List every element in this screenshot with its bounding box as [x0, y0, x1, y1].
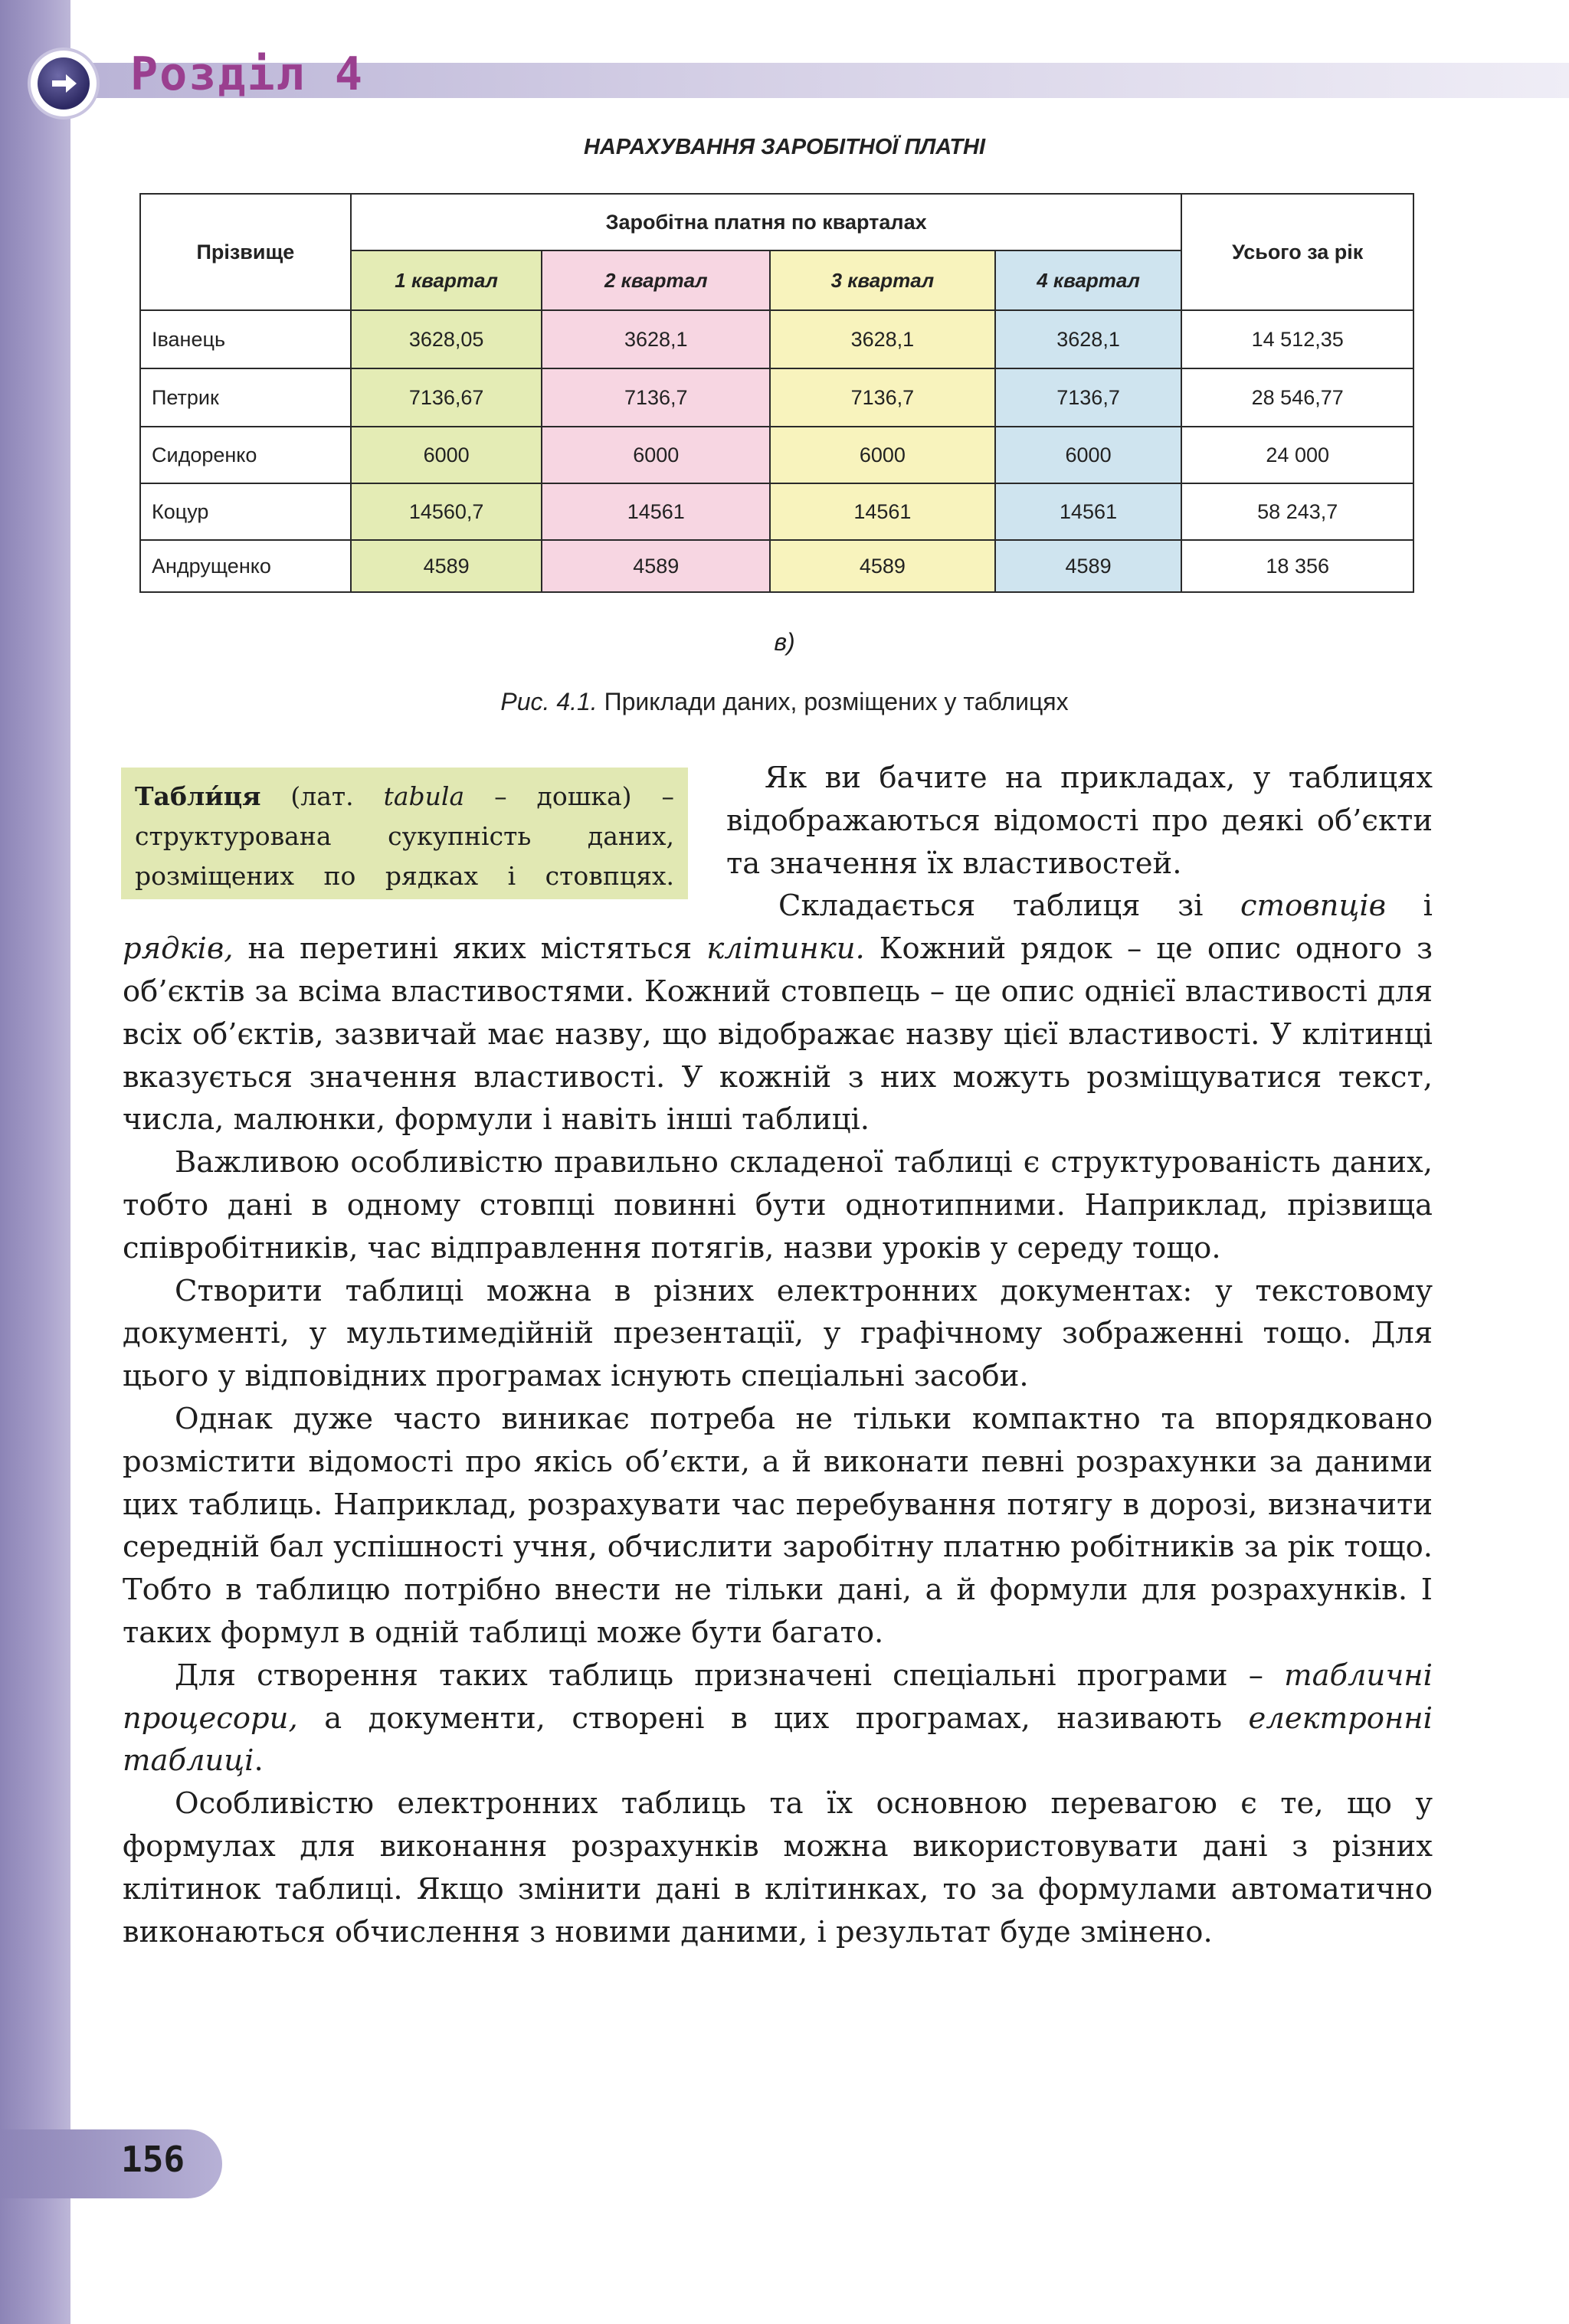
paragraph-text: .: [254, 1743, 264, 1779]
cell-total: 18 356: [1181, 540, 1413, 592]
cell-q4: 14561: [995, 483, 1182, 540]
header-total: Усього за рік: [1181, 194, 1413, 310]
table-row: [140, 540, 1413, 592]
paragraph: [123, 1655, 1433, 1782]
paragraph: [123, 885, 1433, 1141]
arrow-icon: [31, 51, 97, 116]
table-row: [140, 310, 1413, 368]
cell-q2: 4589: [542, 540, 770, 592]
cell-name: Коцур: [140, 483, 351, 540]
paragraph-text: Складається таблиця зі: [778, 889, 1204, 924]
cell-q1: 7136,67: [351, 368, 542, 427]
cell-q3: 4589: [770, 540, 995, 592]
figure-caption: [0, 688, 1569, 716]
cell-q3: 7136,7: [770, 368, 995, 427]
cell-q4: 6000: [995, 427, 1182, 483]
header-quarter-group: Заробітна платня по кварталах: [351, 194, 1182, 250]
definition-lat-word: tabula: [383, 781, 465, 811]
paragraph: Особливістю електронних таблиць та їх основною перевагою є те, що у формулах для виконання розрахунків можна використовувати дані з різних клітинок таблиці. Якщо змінити дані в клітинках, то за формулами автоматично виконаються обчислення з новими даними, і результат буде змінено.: [123, 1786, 1433, 1949]
cell-q2: 3628,1: [542, 310, 770, 368]
body-text: [123, 757, 1433, 1953]
header-q4: 4 квартал: [995, 250, 1182, 310]
cell-total: 58 243,7: [1181, 483, 1413, 540]
cell-name: Іванець: [140, 310, 351, 368]
page-number: 156: [121, 2139, 185, 2180]
cell-q4: 7136,7: [995, 368, 1182, 427]
paragraph-text: Кожний рядок – це опис одного з об’єктів за всіма властивостями. Кожний стовпець – це опис однієї властивості для всіх об’єктів, зазвичай має назву, що відображає назву цієї властивості. У клітинці вказується значення властивості. У кожній з них можуть розміщуватися текст, числа, малюнки, формули і навіть інші таблиці.: [123, 931, 1433, 1137]
paragraph-text: на перетині яких містяться: [247, 931, 693, 967]
term-columns: стовпців: [1240, 889, 1387, 924]
cell-q4: 3628,1: [995, 310, 1182, 368]
table-row: [140, 368, 1413, 427]
header-surname: Прізвище: [140, 194, 351, 310]
cell-q2: 7136,7: [542, 368, 770, 427]
paragraph-text: а документи, створені в цих програмах, називають: [324, 1700, 1223, 1736]
cell-q2: 6000: [542, 427, 770, 483]
cell-name: Андрущенко: [140, 540, 351, 592]
definition-lat-prefix: (лат.: [290, 781, 354, 811]
cell-q4: 4589: [995, 540, 1182, 592]
paragraph: Важливою особливістю правильно складеної таблиці є структурованість даних, тобто дані в одному стовпці повинні бути однотипними. Наприклад, прізвища співробітників, час відправлення потягів, назви уроків у середу тощо.: [123, 1145, 1433, 1265]
cell-total: 14 512,35: [1181, 310, 1413, 368]
paragraph-text: і: [1423, 889, 1433, 924]
term-spreadsheet-processors: табличні процесори,: [123, 1658, 1433, 1736]
definition-text: – дошка) – структурована сукупність даних, розміщених по рядках і стовпцях.: [135, 781, 674, 891]
cell-q1: 6000: [351, 427, 542, 483]
table-row: [140, 427, 1413, 483]
table-row: [140, 483, 1413, 540]
cell-total: 28 546,77: [1181, 368, 1413, 427]
cell-q1: 14560,7: [351, 483, 542, 540]
cell-q3: 6000: [770, 427, 995, 483]
paragraph-text: Як ви бачите на прикладах, у таблицях відображаються відомості про деякі об’єкти та значення їх властивостей.: [726, 761, 1433, 881]
header-q3: 3 квартал: [770, 250, 995, 310]
figure-sublabel: в): [774, 628, 795, 656]
caption-ref: Рис. 4.1.: [500, 688, 598, 715]
cell-q3: 3628,1: [770, 310, 995, 368]
paragraph: Однак дуже часто виникає потреба не тільки компактно та впорядковано розмістити відомості про якісь об’єкти, а й виконати певні розрахунки за даними цих таблиць. Наприклад, розрахувати час перебування потягу в дорозі, визначити середній бал успішності учня, обчислити заробітну платню робітників за рік тощо. Тобто в таблицю потрібно внести не тільки дані, а й формули для розрахунків. І таких формул в одній таблиці може бути багато.: [123, 1401, 1433, 1650]
table-title: НАРАХУВАННЯ ЗАРОБІТНОЇ ПЛАТНІ: [583, 135, 986, 159]
cell-name: Петрик: [140, 368, 351, 427]
page-number-tab: [0, 2129, 222, 2198]
left-margin-band: [0, 0, 70, 2324]
term-cells: клітинки.: [706, 931, 865, 967]
paragraph: Створити таблиці можна в різних електронних документах: у текстовому документі, у мультимедійній презентації, у графічному зображенні тощо. Для цього у відповідних програмах існують спеціальні засоби.: [123, 1273, 1433, 1394]
caption-text: Приклади даних, розміщених у таблицях: [604, 688, 1069, 715]
term-spreadsheets: електронні таблиці: [123, 1700, 1433, 1779]
salary-table: [139, 193, 1414, 593]
cell-total: 24 000: [1181, 427, 1413, 483]
cell-q2: 14561: [542, 483, 770, 540]
definition-term: Табли́ця: [135, 781, 261, 811]
chapter-title: Розділ 4: [130, 47, 364, 101]
cell-q1: 3628,05: [351, 310, 542, 368]
term-rows: рядків,: [123, 931, 234, 967]
header-q1: 1 квартал: [351, 250, 542, 310]
cell-q3: 14561: [770, 483, 995, 540]
paragraph-text: Для створення таких таблиць призначені спеціальні програми –: [175, 1658, 1263, 1693]
cell-q1: 4589: [351, 540, 542, 592]
cell-name: Сидоренко: [140, 427, 351, 483]
header-q2: 2 квартал: [542, 250, 770, 310]
table-header-row: [140, 194, 1413, 250]
